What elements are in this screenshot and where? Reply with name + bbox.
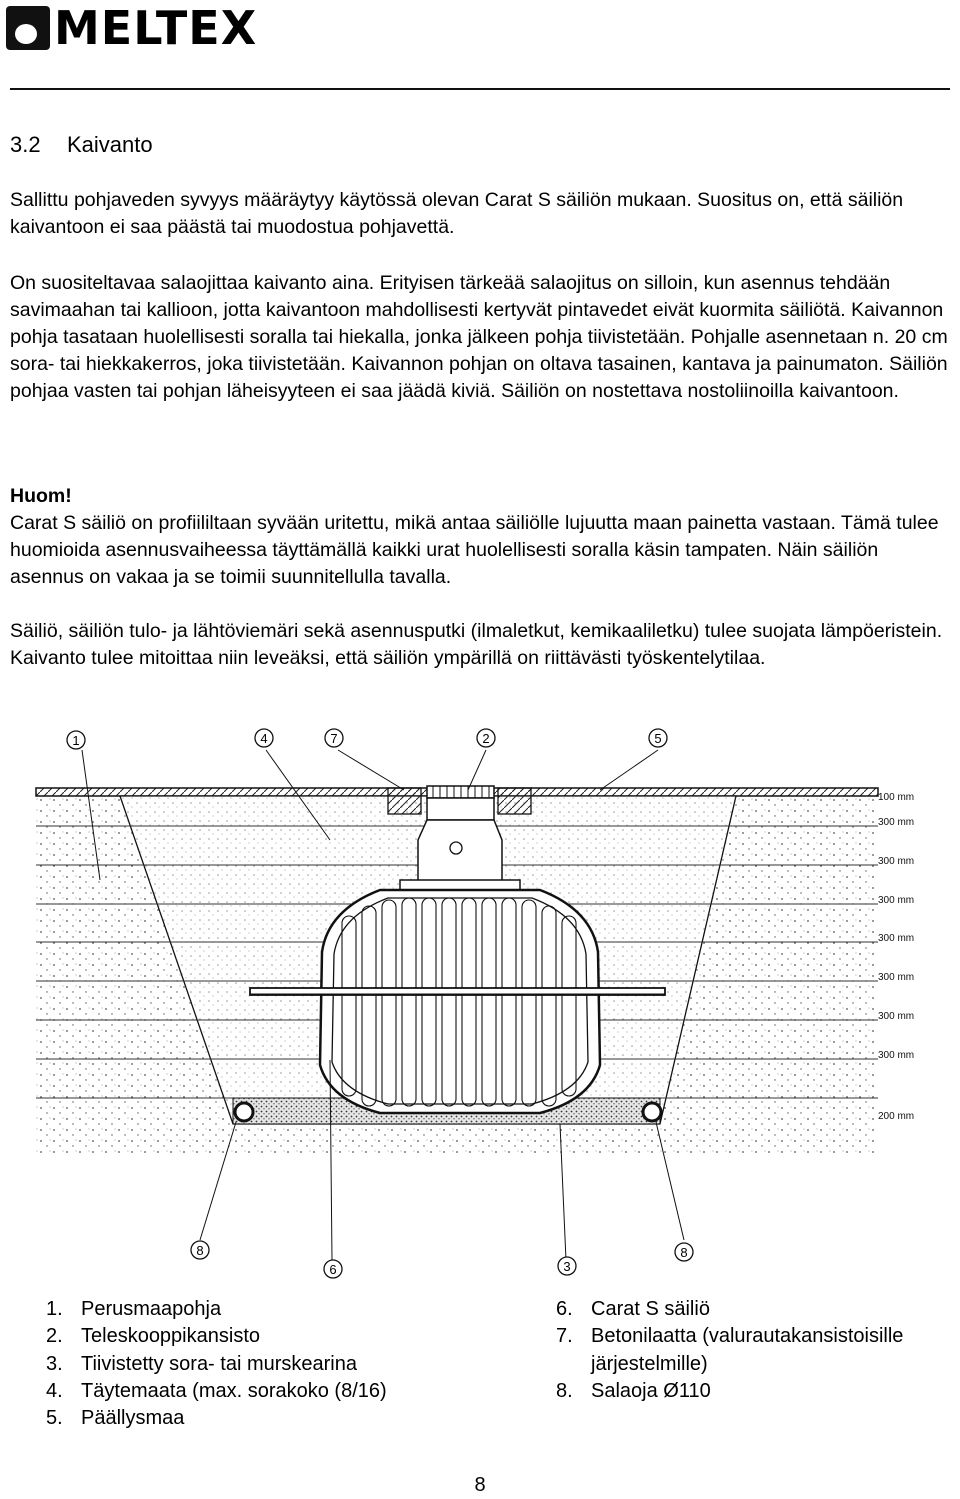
legend-item xyxy=(556,1378,956,1405)
dim-300-b: 300 mm xyxy=(878,856,915,867)
section-heading xyxy=(10,130,153,160)
drain-pipe-left xyxy=(235,1103,253,1121)
inlet-opening xyxy=(450,842,462,854)
dim-300-a: 300 mm xyxy=(878,817,915,828)
legend-number: 5. xyxy=(46,1407,63,1430)
section-title: Kaivanto xyxy=(67,132,153,157)
dim-300-d: 300 mm xyxy=(878,933,915,944)
dim-300-f: 300 mm xyxy=(878,1011,915,1022)
tank-dome-collar xyxy=(400,880,520,890)
legend-text: Betonilaatta (valurautakansistoisille järjestelmille) xyxy=(591,1325,904,1375)
callout-7 xyxy=(325,729,343,747)
legend-item xyxy=(556,1323,956,1378)
meltex-logo-text: MELTEX xyxy=(54,1,258,55)
section-number: 3.2 xyxy=(10,132,41,157)
meltex-logo xyxy=(6,2,257,54)
callout-5-label: 5 xyxy=(654,731,662,746)
legend-text: Carat S säiliö xyxy=(591,1298,710,1320)
callout-4 xyxy=(255,729,273,747)
dim-300-g: 300 mm xyxy=(878,1050,915,1061)
callout-6 xyxy=(324,1260,342,1278)
callout-3-label: 3 xyxy=(563,1259,571,1274)
legend-text: Päällysmaa xyxy=(81,1407,185,1430)
legend-item xyxy=(46,1351,516,1378)
note-block xyxy=(10,483,952,591)
callout-3 xyxy=(558,1257,576,1275)
dim-100: 100 mm xyxy=(878,792,915,803)
callout-8-left-label: 8 xyxy=(196,1243,204,1258)
telescopic-sleeve xyxy=(427,798,494,820)
legend-item xyxy=(556,1296,956,1323)
meltex-logo-mark xyxy=(6,6,50,50)
callout-8-left xyxy=(191,1241,209,1259)
legend-item xyxy=(46,1323,516,1350)
installation-diagram xyxy=(0,720,960,1300)
paragraph-drainage: On suositeltavaa salaojittaa kaivanto aina. Erityisen tärkeää salaojitus on silloin, kun asennus tehdään savimaahan tai kallioon, jotta kaivantoon mahdollisesti kertyvät pintavedet eivät kuormita säiliötä. Kaivannon pohja tasataan huolellisesti soralla tai hiekalla, jonka jälkeen pohja tiivistetään. Pohjalle asennetaan n. 20 cm sora- tai hiekkakerros, joka tiivistetään. Kaivannon pohjan on oltava tasainen, kantava ja painumaton. Säiliön pohjaa vasten tai pohjan läheisyyteen ei saa jäädä kiviä. Säiliön on nostettava nostoliinoilla kaivantoon. xyxy=(10,272,948,402)
callout-7-label: 7 xyxy=(330,731,338,746)
callout-1-label: 1 xyxy=(72,733,80,748)
dimension-scale xyxy=(878,792,914,1122)
dim-300-e: 300 mm xyxy=(878,972,915,983)
callout-8-right xyxy=(675,1243,693,1261)
legend-text: Tiivistetty sora- tai murskearina xyxy=(81,1352,357,1375)
concrete-slab-right xyxy=(498,788,531,814)
dim-200: 200 mm xyxy=(878,1111,915,1122)
legend-right xyxy=(556,1296,956,1405)
legend-item xyxy=(46,1296,516,1323)
page-number: 8 xyxy=(474,1474,486,1496)
callout-1 xyxy=(67,731,85,749)
legend-number: 2. xyxy=(46,1325,63,1348)
callout-2 xyxy=(477,729,495,747)
callout-6-label: 6 xyxy=(329,1262,337,1277)
legend-number: 6. xyxy=(556,1298,573,1320)
dim-300-c: 300 mm xyxy=(878,895,915,906)
callout-5 xyxy=(649,729,667,747)
legend-item xyxy=(46,1405,516,1432)
legend-text: Teleskooppikansisto xyxy=(81,1325,260,1348)
paragraph-insulation: Säiliö, säiliön tulo- ja lähtöviemäri sekä asennusputki (ilmaletkut, kemikaaliletku) tulee suojata lämpöeristein. Kaivanto tulee mitoittaa niin leveäksi, että säiliön ympärillä on riittävästi työskentelytilaa. xyxy=(10,620,943,669)
callout-8-right-label: 8 xyxy=(680,1245,688,1260)
legend-left xyxy=(46,1296,516,1432)
legend-item xyxy=(46,1378,516,1405)
legend-number: 3. xyxy=(46,1352,63,1375)
paragraph-groundwater: Sallittu pohjaveden syvyys määräytyy käytössä olevan Carat S säiliön mukaan. Suositus on, että säiliön kaivantoon ei saa päästä tai muodostua pohjavettä. xyxy=(10,189,904,238)
legend-number: 1. xyxy=(46,1298,63,1320)
callout-4-label: 4 xyxy=(260,731,268,746)
callout-2-label: 2 xyxy=(482,731,490,746)
header-divider xyxy=(10,88,950,90)
legend-number: 4. xyxy=(46,1379,63,1402)
concrete-slab-left xyxy=(388,788,421,814)
paragraph-note: Carat S säiliö on profiililtaan syvään uritettu, mikä antaa säiliölle lujuutta maan painetta vastaan. Tämä tulee huomioida asennusvaiheessa täyttämällä kaikki urat huolellisesti soralla käsin tampaten. Näin säiliön asennus on vakaa ja se toimii suunnitellulla tavalla. xyxy=(10,512,939,588)
note-label: Huom! xyxy=(10,485,72,507)
legend-text: Salaoja Ø110 xyxy=(591,1379,711,1402)
legend-text: Perusmaapohja xyxy=(81,1298,222,1320)
legend-text: Täytemaata (max. sorakoko (8/16) xyxy=(81,1379,387,1402)
drain-pipe-right xyxy=(643,1103,661,1121)
legend-number: 7. xyxy=(556,1325,573,1348)
legend-number: 8. xyxy=(556,1379,573,1402)
